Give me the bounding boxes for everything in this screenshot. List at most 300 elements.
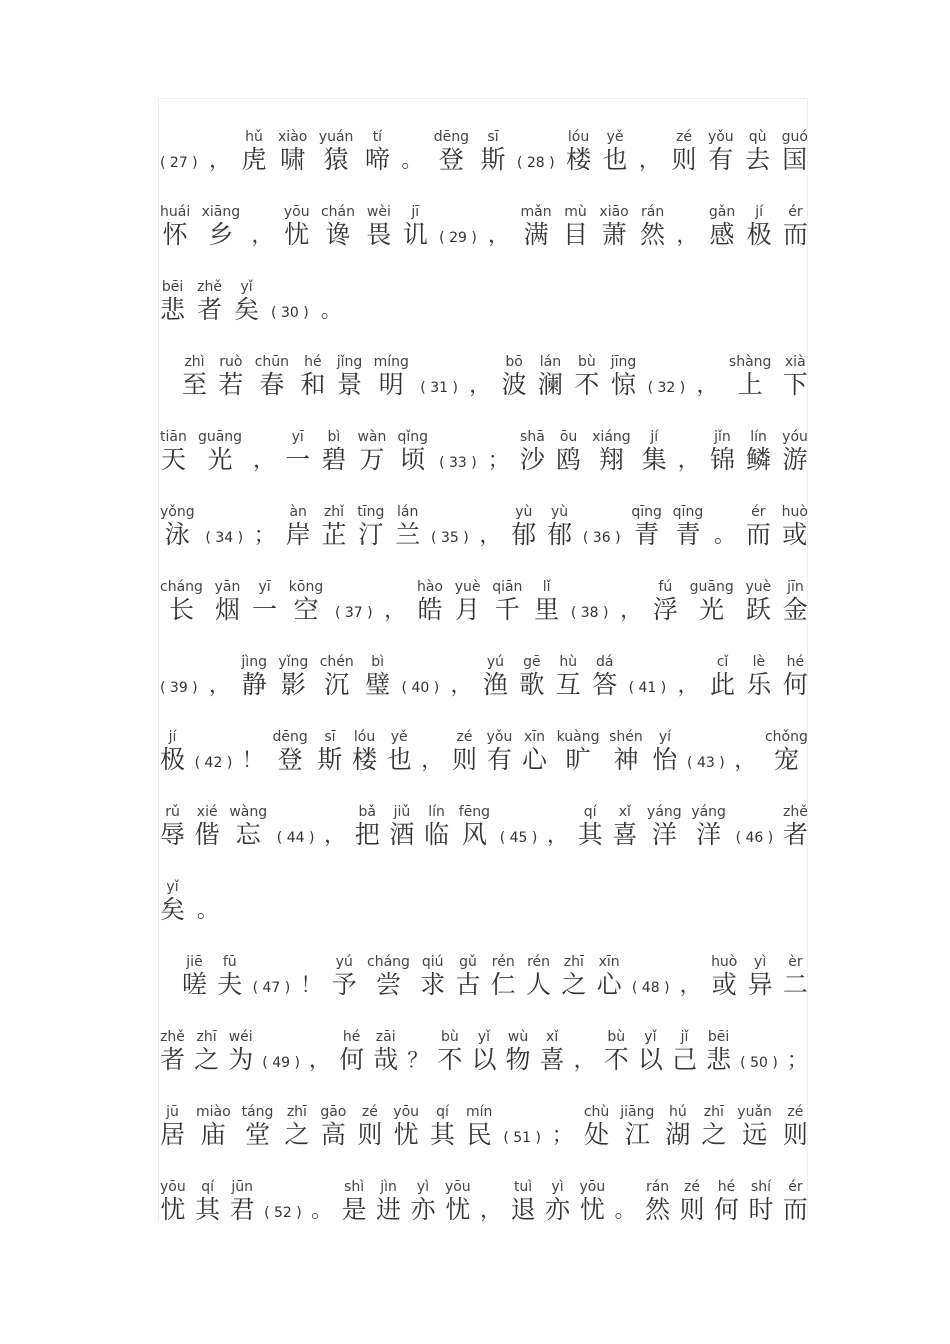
hanzi: 夫 — [217, 970, 243, 999]
pinyin: ér — [788, 204, 803, 220]
annotated-char — [196, 1104, 231, 1150]
hanzi: 洋 — [696, 820, 722, 849]
pinyin: wàng — [229, 804, 268, 820]
pinyin: xīn — [598, 954, 620, 970]
hanzi: 忘 — [235, 820, 261, 849]
annotated-char — [783, 954, 808, 1000]
annotated-char — [710, 654, 735, 700]
annotated-char — [709, 204, 735, 250]
annotated-char — [321, 204, 355, 250]
punctuation — [488, 429, 509, 475]
pinyin: yù — [551, 504, 569, 520]
annotated-char — [355, 804, 380, 850]
annotated-char — [534, 579, 559, 625]
annotated-char — [526, 954, 551, 1000]
hanzi: 。 — [320, 298, 342, 322]
annotated-char — [782, 504, 808, 550]
footnote-ref — [253, 962, 291, 1000]
annotated-char — [783, 1179, 808, 1225]
pinyin: xǐ — [546, 1029, 559, 1045]
footnote-number: ( 30 ) — [271, 305, 309, 321]
annotated-char — [691, 804, 726, 850]
punctuation — [479, 504, 500, 550]
annotated-char — [389, 804, 414, 850]
pinyin: hǔ — [245, 129, 263, 145]
annotated-char — [160, 804, 185, 850]
hanzi: 忧 — [160, 1195, 186, 1224]
annotated-char — [647, 804, 682, 850]
pinyin: yì — [416, 1179, 430, 1195]
hanzi: 郁 — [511, 520, 537, 549]
annotated-char — [599, 204, 628, 250]
punctuation — [251, 204, 272, 250]
pinyin: guāng — [689, 579, 734, 595]
annotated-char — [597, 954, 622, 1000]
hanzi: 怡 — [652, 745, 678, 774]
hanzi: 。 — [401, 148, 423, 172]
pinyin: zé — [684, 1179, 701, 1195]
pinyin: xià — [784, 354, 806, 370]
footnote-ref — [160, 662, 198, 700]
pinyin: tuì — [513, 1179, 533, 1195]
pinyin: yǐ — [644, 1029, 657, 1045]
hanzi: 则 — [451, 745, 477, 774]
hanzi: 而 — [745, 520, 771, 549]
pinyin: yuǎn — [737, 1104, 772, 1120]
hanzi: 青 — [675, 520, 701, 549]
annotated-char — [430, 1104, 455, 1150]
annotated-char — [452, 729, 477, 775]
annotated-char — [765, 729, 808, 775]
pinyin: fū — [222, 954, 237, 970]
annotated-char — [745, 579, 771, 625]
pinyin: jí — [755, 204, 763, 220]
hanzi: 上 — [737, 370, 763, 399]
footnote-ref — [439, 212, 477, 250]
annotated-char — [604, 1029, 629, 1075]
hanzi: 己 — [671, 1045, 697, 1074]
pinyin: qí — [583, 804, 597, 820]
punctuation — [552, 1104, 573, 1150]
pinyin: yī — [291, 429, 304, 445]
hanzi: 渔 — [482, 670, 508, 699]
pinyin: yōu — [283, 204, 310, 220]
footnote-ref — [205, 512, 243, 550]
hanzi: 嗟 — [182, 970, 208, 999]
hanzi: 人 — [526, 970, 552, 999]
hanzi: 顷 — [400, 445, 426, 474]
pinyin: hú — [668, 1104, 687, 1120]
footnote-number: ( 34 ) — [205, 530, 244, 546]
footnote-ref — [571, 587, 609, 625]
annotated-char — [782, 429, 808, 475]
hanzi: ， — [309, 1048, 330, 1072]
pinyin: shí — [750, 1179, 771, 1195]
pinyin: qù — [748, 129, 767, 145]
annotated-char — [459, 804, 490, 850]
footnote-number: ( 51 ) — [503, 1130, 541, 1146]
hanzi: 兰 — [395, 520, 421, 549]
footnote-ref — [195, 737, 233, 775]
footnote-number: ( 39 ) — [160, 680, 198, 696]
annotated-char — [481, 129, 506, 175]
hanzi: 虎 — [241, 145, 267, 174]
text-line — [160, 175, 808, 250]
hanzi: 一 — [285, 445, 311, 474]
hanzi: 静 — [241, 670, 267, 699]
annotated-char — [197, 279, 222, 325]
annotated-char — [393, 1104, 419, 1150]
hanzi: 青 — [634, 520, 660, 549]
pinyin: yī — [258, 579, 271, 595]
punctuation — [209, 129, 230, 175]
hanzi: 宠 — [773, 745, 799, 774]
hanzi: 其 — [195, 1195, 221, 1224]
pinyin: xié — [196, 804, 218, 820]
annotated-char — [352, 729, 377, 775]
hanzi: ？ — [407, 1048, 429, 1072]
pinyin: èr — [788, 954, 803, 970]
punctuation — [451, 654, 472, 700]
hanzi: 若 — [218, 370, 244, 399]
hanzi: 跃 — [745, 595, 771, 624]
hanzi: ； — [253, 523, 275, 547]
hanzi: 之 — [561, 970, 587, 999]
text-line — [160, 475, 808, 550]
annotated-char — [455, 579, 481, 625]
hanzi: 登 — [277, 745, 303, 774]
punctuation — [680, 954, 701, 1000]
hanzi: 是 — [341, 1195, 367, 1224]
pinyin: ér — [788, 1179, 803, 1195]
pinyin: míng — [373, 354, 409, 370]
hanzi: 临 — [424, 820, 450, 849]
annotated-char — [357, 1104, 382, 1150]
footnote-ref — [648, 362, 686, 400]
annotated-char — [229, 804, 267, 850]
annotated-char — [603, 129, 628, 175]
annotated-char — [612, 804, 637, 850]
text-line — [160, 850, 808, 925]
hanzi: 泳 — [164, 520, 190, 549]
pinyin: jìng — [241, 654, 267, 670]
footnote-number: ( 50 ) — [740, 1055, 778, 1071]
annotated-char — [300, 354, 325, 400]
annotated-char — [160, 204, 190, 250]
hanzi: 异 — [747, 970, 773, 999]
text-line — [160, 1000, 808, 1075]
pinyin: huái — [160, 204, 191, 220]
pinyin: xiāng — [201, 204, 241, 220]
pinyin: jiǔ — [393, 804, 411, 820]
pinyin: fú — [658, 579, 673, 595]
footnote-ref — [629, 662, 667, 700]
hanzi: 高 — [320, 1120, 346, 1149]
annotated-char — [620, 1104, 654, 1150]
pinyin: jí — [168, 729, 177, 745]
annotated-char — [195, 1179, 220, 1225]
pinyin: yì — [551, 1179, 564, 1195]
hanzi: 予 — [331, 970, 357, 999]
hanzi: 乐 — [746, 670, 772, 699]
hanzi: 民 — [466, 1120, 492, 1149]
pinyin: lán — [539, 354, 562, 370]
pinyin: lín — [750, 429, 767, 445]
annotated-char — [522, 729, 547, 775]
annotated-char — [284, 204, 310, 250]
punctuation — [547, 804, 568, 850]
footnote-number: ( 40 ) — [401, 680, 440, 696]
pinyin: bì — [371, 654, 385, 670]
pinyin: dēng — [433, 129, 470, 145]
hanzi: 退 — [510, 1195, 536, 1224]
annotated-char — [502, 354, 527, 400]
pinyin: chù — [583, 1104, 610, 1120]
annotated-char — [714, 1179, 739, 1225]
annotated-char — [160, 1179, 186, 1225]
pinyin: hào — [416, 579, 444, 595]
annotated-char — [708, 129, 734, 175]
annotated-char — [506, 1029, 531, 1075]
annotated-char — [745, 129, 770, 175]
annotated-char — [289, 579, 323, 625]
annotated-char — [373, 1029, 398, 1075]
pinyin: yáng — [691, 804, 726, 820]
pinyin: mín — [465, 1104, 493, 1120]
pinyin: yǒu — [707, 129, 734, 145]
annotated-char — [557, 729, 600, 775]
annotated-char — [242, 129, 267, 175]
pinyin: ōu — [559, 429, 578, 445]
footnote-number: ( 47 ) — [252, 980, 291, 996]
hanzi: 喜 — [612, 820, 638, 849]
hanzi: ； — [551, 1123, 573, 1147]
hanzi: 鸥 — [556, 445, 582, 474]
text-line — [160, 100, 808, 175]
hanzi: 庙 — [200, 1120, 226, 1149]
footnote-ref — [271, 287, 309, 325]
pinyin: jìn — [380, 1179, 397, 1195]
pinyin: yuè — [454, 579, 481, 595]
hanzi: 二 — [782, 970, 808, 999]
annotated-char — [160, 729, 185, 775]
pinyin: tí — [372, 129, 383, 145]
pinyin: shā — [520, 429, 545, 445]
hanzi: ， — [734, 748, 756, 772]
hanzi: ， — [209, 673, 231, 697]
pinyin: zé — [675, 129, 692, 145]
annotated-char — [471, 1029, 496, 1075]
hanzi: 皓 — [417, 595, 443, 624]
hanzi: 把 — [354, 820, 380, 849]
footnote-number: ( 45 ) — [499, 830, 538, 846]
pinyin: tīng — [357, 504, 385, 520]
hanzi: 不 — [574, 370, 600, 399]
footnote-number: ( 32 ) — [647, 380, 686, 396]
text-line — [160, 625, 808, 700]
pinyin: rén — [491, 954, 515, 970]
footnote-ref — [431, 512, 469, 550]
pinyin: rán — [641, 204, 665, 220]
hanzi: 里 — [534, 595, 560, 624]
hanzi: ； — [487, 448, 509, 472]
footnote-number: ( 36 ) — [582, 530, 621, 546]
annotated-char — [492, 579, 522, 625]
annotated-char — [645, 1179, 670, 1225]
punctuation — [678, 654, 699, 700]
hanzi: 然 — [640, 220, 666, 249]
hanzi: 登 — [438, 145, 464, 174]
hanzi: 和 — [300, 370, 326, 399]
hanzi: 岸 — [285, 520, 311, 549]
annotated-char — [332, 954, 357, 1000]
annotated-char — [729, 354, 772, 400]
pinyin: dēng — [272, 729, 308, 745]
hanzi: 之 — [701, 1120, 727, 1149]
annotated-char — [540, 1029, 565, 1075]
pinyin: yí — [658, 729, 671, 745]
footnote-ref — [262, 1037, 300, 1075]
hanzi: 感 — [709, 220, 735, 249]
pinyin: chūn — [254, 354, 290, 370]
pinyin: chán — [320, 204, 355, 220]
punctuation — [401, 129, 422, 175]
annotated-char — [374, 354, 409, 400]
annotated-char — [547, 504, 572, 550]
punctuation — [714, 504, 735, 550]
pinyin: cháng — [160, 579, 203, 595]
punctuation — [480, 1179, 501, 1225]
annotated-char — [215, 579, 241, 625]
hanzi: 满 — [523, 220, 549, 249]
footnote-number: ( 33 ) — [439, 455, 477, 471]
footnote-number: ( 49 ) — [262, 1055, 300, 1071]
annotated-char — [286, 504, 311, 550]
hanzi: 春 — [259, 370, 285, 399]
hanzi: 仁 — [490, 970, 516, 999]
footnote-ref — [420, 362, 458, 400]
hanzi: 游 — [782, 445, 808, 474]
pinyin: jiāng — [620, 1104, 655, 1120]
annotated-char — [783, 354, 808, 400]
pinyin: shì — [344, 1179, 365, 1195]
hanzi: 国 — [782, 145, 808, 174]
annotated-char — [160, 879, 185, 925]
footnote-ref — [500, 812, 538, 850]
text-line — [160, 250, 808, 325]
pinyin: bēi — [707, 1029, 730, 1045]
pinyin: zhǐ — [323, 504, 345, 520]
hanzi: 惊 — [610, 370, 636, 399]
hanzi: 物 — [505, 1045, 531, 1074]
hanzi: ， — [480, 1198, 502, 1222]
punctuation — [309, 1029, 330, 1075]
hanzi: 何 — [339, 1045, 365, 1074]
footnote-number: ( 38 ) — [570, 605, 609, 621]
hanzi: ， — [696, 373, 718, 397]
pinyin: yǐng — [278, 654, 309, 670]
punctuation — [321, 279, 342, 325]
annotated-char — [783, 654, 808, 700]
annotated-char — [278, 654, 308, 700]
pinyin: yóu — [782, 429, 808, 445]
hanzi: 矣 — [234, 295, 260, 324]
hanzi: 金 — [782, 595, 808, 624]
pinyin: bì — [327, 429, 341, 445]
pinyin: qiú — [421, 954, 444, 970]
annotated-char — [521, 204, 552, 250]
annotated-char — [640, 204, 665, 250]
punctuation — [678, 429, 699, 475]
text-line — [160, 550, 808, 625]
hanzi: 有 — [486, 745, 512, 774]
hanzi: 极 — [160, 745, 186, 774]
pinyin: yǒng — [160, 504, 195, 520]
footnote-ref — [277, 812, 315, 850]
pinyin: lǐ — [542, 579, 551, 595]
punctuation — [242, 729, 263, 775]
hanzi: 月 — [455, 595, 481, 624]
pinyin: yǒu — [486, 729, 513, 745]
pinyin: gǎn — [708, 204, 736, 220]
pinyin: guāng — [197, 429, 243, 445]
hanzi: 远 — [742, 1120, 768, 1149]
hanzi: 楼 — [566, 145, 592, 174]
hanzi: 锦 — [709, 445, 735, 474]
hanzi: 万 — [359, 445, 385, 474]
hanzi: 猿 — [323, 145, 349, 174]
pinyin: bù — [607, 1029, 626, 1045]
hanzi: 亦 — [410, 1195, 436, 1224]
hanzi: ！ — [241, 748, 263, 772]
hanzi: 其 — [577, 820, 603, 849]
hanzi: 堂 — [245, 1120, 271, 1149]
hanzi: ， — [479, 523, 501, 547]
annotated-char — [561, 954, 586, 1000]
pinyin: wéi — [228, 1029, 253, 1045]
hanzi: 千 — [494, 595, 520, 624]
annotated-char — [160, 1104, 185, 1150]
pinyin: miào — [195, 1104, 231, 1120]
hanzi: 何 — [713, 1195, 739, 1224]
hanzi: 辱 — [160, 820, 186, 849]
footnote-number: ( 28 ) — [516, 155, 555, 171]
hanzi: 郁 — [547, 520, 573, 549]
annotated-char — [182, 954, 207, 1000]
footnote-ref — [503, 1112, 541, 1150]
hanzi: 则 — [671, 145, 697, 174]
hanzi: ， — [488, 223, 510, 247]
hanzi: 怀 — [162, 220, 188, 249]
pinyin: huò — [781, 504, 808, 520]
hanzi: 乡 — [208, 220, 234, 249]
annotated-char — [680, 1179, 705, 1225]
annotated-char — [417, 579, 443, 625]
pinyin: jū — [166, 1104, 179, 1120]
annotated-char — [519, 654, 544, 700]
annotated-char — [747, 204, 772, 250]
text-line — [160, 325, 808, 400]
annotated-char — [342, 1179, 367, 1225]
pinyin: zhě — [160, 1029, 185, 1045]
annotated-char — [202, 204, 241, 250]
pinyin: shàng — [728, 354, 772, 370]
footnote-ref — [736, 812, 774, 850]
annotated-char — [403, 204, 428, 250]
hanzi: 其 — [429, 1120, 455, 1149]
pinyin: tiān — [160, 429, 187, 445]
annotated-char — [701, 1104, 726, 1150]
